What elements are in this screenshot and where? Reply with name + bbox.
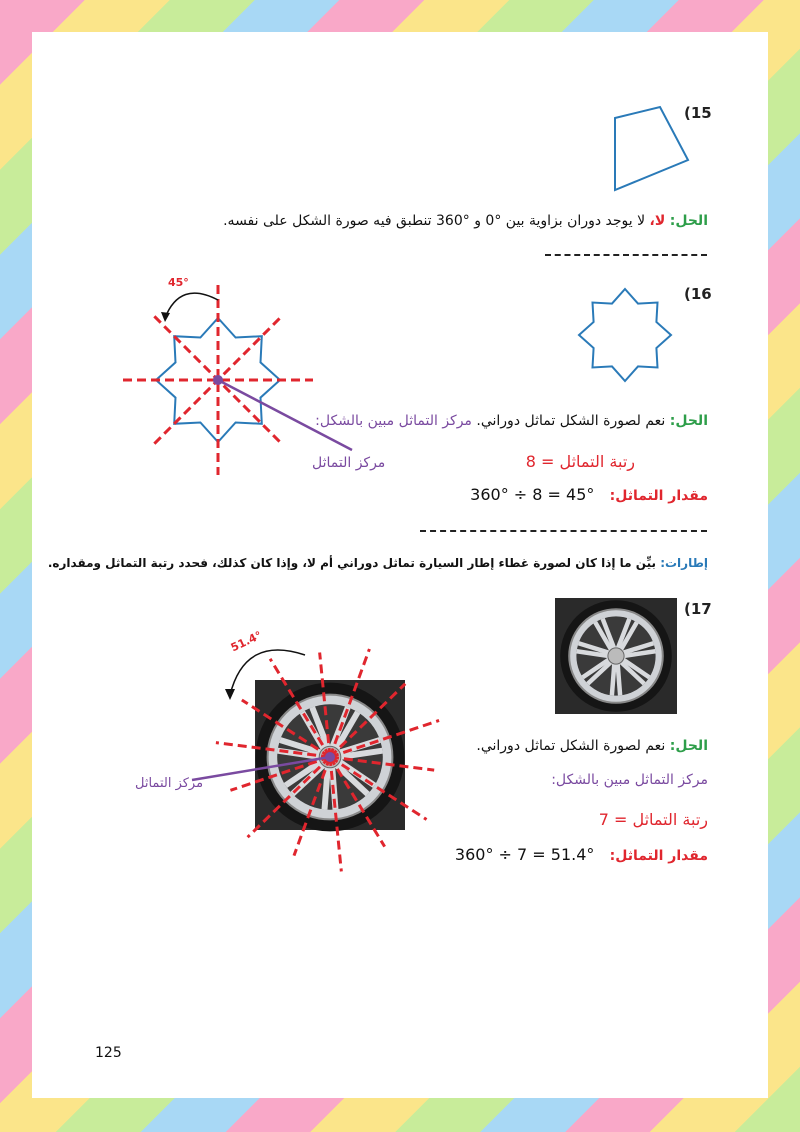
separator xyxy=(420,530,707,532)
wheel-spoke xyxy=(618,663,621,695)
center-note: مركز التماثل مبين بالشكل: xyxy=(551,772,708,788)
question-number-15: (15 xyxy=(684,104,712,122)
q15-solution: الحل: لا، لا يوجد دوران بزاوية بين °0 و °360 تنطبق فيه صورة الشكل على نفسه. xyxy=(223,213,708,229)
quadrilateral-shape xyxy=(615,107,688,190)
star-outline xyxy=(579,289,671,381)
center-point xyxy=(213,375,223,385)
order-of-symmetry: رتبة التماثل = 8 xyxy=(525,452,635,471)
small-star-shape xyxy=(579,289,671,381)
arrow-head xyxy=(161,312,170,322)
center-label: مركز التماثل xyxy=(135,776,204,791)
magnitude-row: مقدار التماثل: 360° ÷ 7 = 51.4° xyxy=(454,845,708,864)
angle-label-45: 45° xyxy=(168,276,189,289)
wheel-photo xyxy=(555,598,677,714)
order-of-symmetry: رتبة التماثل = 7 xyxy=(598,810,708,829)
rotation-arrow xyxy=(165,293,218,318)
arrow-head xyxy=(225,689,235,700)
question-number-16: (16 xyxy=(684,285,712,303)
big-star-diagram xyxy=(123,285,352,475)
center-label: مركز التماثل xyxy=(312,455,386,471)
q16-solution: الحل: نعم لصورة الشكل تماثل دوراني. مركز التماثل مبين بالشكل: xyxy=(315,413,708,429)
center-point xyxy=(325,752,335,762)
question-number-17: (17 xyxy=(684,600,712,618)
magnitude-row: مقدار التماثل: 360° ÷ 8 = 45° xyxy=(470,485,708,504)
wheel-spoke xyxy=(612,663,615,695)
angle-label-51: 51.4° xyxy=(228,628,264,655)
page-number: 125 xyxy=(95,1045,122,1061)
separator xyxy=(545,254,707,256)
tires-prompt: إطارات: بيِّن ما إذا كان لصورة غطاء إطار السيارة تماثل دوراني أم لا، وإذا كان كذلك، فحدد رتبة التماثل ومقداره. xyxy=(47,556,708,570)
q17-solution: الحل: نعم لصورة الشكل تماثل دوراني. xyxy=(476,738,708,754)
wheel-diagram xyxy=(192,649,439,871)
